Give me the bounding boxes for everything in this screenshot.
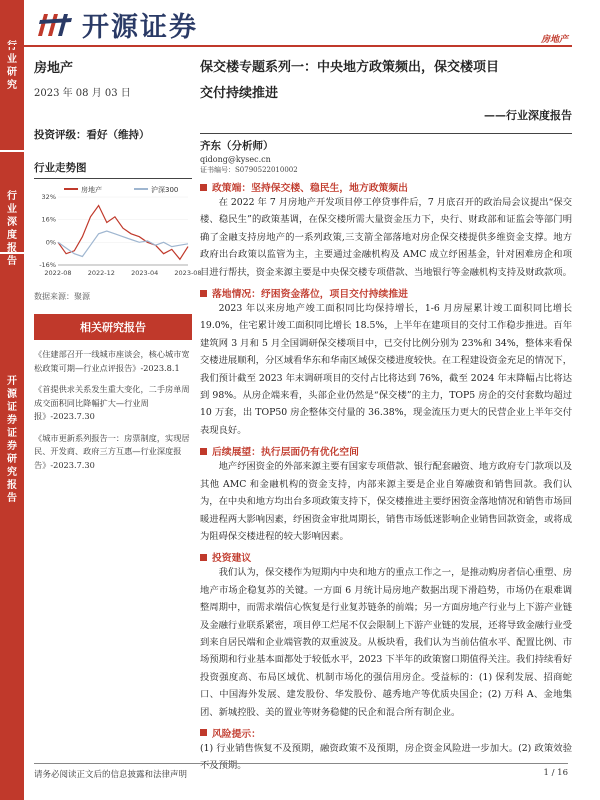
header-industry-tag: 房地产: [540, 35, 568, 45]
trend-chart-title: 行业走势图: [34, 160, 192, 179]
bullet-square-icon: [200, 184, 207, 191]
side-label-bottom: 开源证券 证券研究报告: [7, 376, 17, 504]
section-text: 我们认为，保交楼作为短期内中央和地方的重点工作之一，是推动购房者信心重塑、房地产市场企稳复苏的关键。一方面 6 月统计局房地产数据出现下滑趋势，市场仍在艰难调整周期中，而需求端信心恢复是行业复苏链条的前端；另一方面房地产行业与上下游产业链及金融行业联系紧密，项目停工烂尾不仅会限制上下游产业链的发展，还将导致金融行业受到来自居民端和企业端管教的双重波及。从板块看，我们认为当前估值水平、配置比例、市场预期和行业基本面都处于较低水平，2023 下半年的政策窗口期值得关注。我们持续看好投资强度高、布局区域优、机制市场化的强信用房企。受益标的：(1) 保利发展、招商蛇口、中国海外发展、建发股份、华发股份、越秀地产等优质央国企；(2) 万科 A、金地集团、新城控股、美的置业等财务稳健的民企和混合所有制企业。: [200, 567, 572, 718]
x-tick-label: 2022-08: [44, 269, 72, 277]
left-column: [34, 55, 202, 480]
related-report-link[interactable]: 《首提供求关系发生重大变化，二手房单周成交面积同比降幅扩大—行业周报》-2023.7.30: [34, 384, 190, 421]
bullet-square-icon: [200, 448, 207, 455]
trend-chart-svg: [34, 183, 202, 283]
analyst-name: 齐东（分析师）: [200, 140, 274, 152]
section-heading-text: 落地情况：纾困资金落位，项目交付持续推进: [212, 289, 408, 301]
related-report-link[interactable]: 《住建部召开一线城市座谈会，核心城市宽松政策可期—行业点评报告》-2023.8.1: [34, 349, 190, 373]
y-tick-label: 32%: [41, 193, 56, 201]
x-tick-label: 2022-12: [87, 269, 115, 277]
section-heading: [200, 286, 572, 300]
main-content: [200, 55, 572, 775]
section-heading: [200, 550, 572, 564]
section-text: 2023 年以来房地产竣工面积同比均保持增长，1-6 月房屋累计竣工面积同比增长 19.0%，住宅累计竣工面积同比增长 18.5%，上半年在建项目的交付工作稳步推进。百年建筑网 3 月和 5 月全国调研保交楼项目中，已交付比例分别为 23%和 34%，整体来看保交楼进展顺利，分区域看华东和华南区域保交楼进度较快。在工程建设资金充足的情况下，我们预计截至 2023 年末调研项目的交付占比将达到 76%，截至 2024 年末降幅占比将达到 98%。从房企端来看，头部企业仍然是“保交楼”的主力，TOP5 房企的交付套数均超过 10 万套，出 TOP50 房企整体交付量的 36.38%，现金流压力更大的民营企业上半年交付表现良好。: [200, 303, 572, 436]
series-line-2: [58, 231, 188, 257]
report-title: [200, 55, 572, 107]
legend-label: 沪深300: [151, 186, 179, 194]
analyst-email[interactable]: qidong@kysec.cn: [200, 155, 271, 164]
report-type: ——行业深度报告: [484, 109, 572, 122]
y-tick-label: -16%: [39, 261, 56, 269]
series-line-1: [58, 206, 188, 260]
footer: [34, 763, 568, 780]
section-text: 在 2022 年 7 月房地产开发项目停工停贷事件后，7 月底召开的政治局会议提出“保交楼、稳民生”的政策基调，在保交楼所需大量资金压力下，央行、财政部和证监会等部门明确了金融支持房地产的一系列政策,三支箭全部落地对房企保交楼提供多维资金支撑。地方政府出台政策以监管为主，主要通过金融机构及 AMC 成立纾困基金，针对困难房企和项目进行帮扶，资金来源主要是中央保交楼专项借款、当地银行等金融机构支持及财政款项。: [200, 197, 572, 278]
section-heading: [200, 180, 572, 194]
related-report-link[interactable]: 《城市更新系列报告一：房票制度，实现居民、开发商、政府三方互惠—行业深度报告》-2023.7.30: [34, 432, 190, 470]
footer-disclaimer: 请务必阅读正文后的信息披露和法律声明: [34, 770, 188, 780]
side-band: [0, 0, 24, 800]
section-text: (1) 行业销售恢复不及预期，融资政策不及预期，房企资金风险进一步加大。(2) 政策效验不及预期。: [200, 742, 572, 772]
analyst-cert: 证书编号：S0790522010002: [200, 166, 298, 174]
section-heading-text: 投资建议: [212, 553, 252, 565]
bullet-square-icon: [200, 554, 207, 561]
header-rule: [0, 45, 572, 47]
title-line-2: 交付持续推进: [200, 86, 279, 101]
related-reports-list: [34, 348, 192, 472]
chart-source: 数据来源：聚源: [34, 292, 90, 301]
legend-label: 房地产: [81, 186, 102, 194]
section-heading: [200, 444, 572, 458]
investment-rating: 投资评级：看好（维持）: [34, 129, 150, 141]
section-heading-text: 后续展望：执行层面仍有优化空间: [212, 447, 359, 459]
industry-name: 房地产: [34, 61, 74, 76]
y-tick-label: 16%: [41, 215, 56, 224]
logo-text: 开源证券: [82, 11, 198, 43]
section-heading-text: 风险提示：: [212, 728, 261, 740]
bullet-square-icon: [200, 290, 207, 297]
logo: [36, 6, 198, 42]
page-number: 1 / 16: [543, 768, 568, 778]
related-reports-title: 相关研究报告: [34, 314, 192, 340]
x-tick-label: 2023-04: [131, 269, 159, 277]
side-label-middle: 行业深度报告: [7, 191, 17, 267]
title-line-1: 保交楼专题系列一：中央地方政策频出，保交楼项目: [200, 60, 500, 75]
section-heading-text: 政策端：坚持保交楼、稳民生，地方政策频出: [212, 183, 408, 194]
side-label-top: 业研究: [7, 54, 17, 91]
y-tick-label: 0%: [45, 238, 56, 247]
logo-icon: [36, 10, 76, 38]
x-tick-label: 2023-08: [174, 269, 202, 277]
section-heading: [200, 726, 572, 740]
trend-chart: [34, 183, 202, 283]
bullet-square-icon: [200, 729, 207, 736]
divider: [200, 133, 572, 134]
report-date: 2023 年 08 月 03 日: [34, 88, 131, 99]
section-text: 地产纾困资金的外部来源主要有国家专项借款、银行配套融资、地方政府专门款项以及其他 AMC 和金融机构的资金支持，内部来源主要是企业自筹融资和销售回款。我们认为，在中央和地方均出台多项政策支持下，保交楼推进主要纾困资金落地情况和销售市场回暖进程两大影响因素，纾困资金审批周期长，销售市场低迷影响企业销售回款资金，或将成为阻碍保交楼进程的较大影响因素。: [200, 461, 572, 542]
